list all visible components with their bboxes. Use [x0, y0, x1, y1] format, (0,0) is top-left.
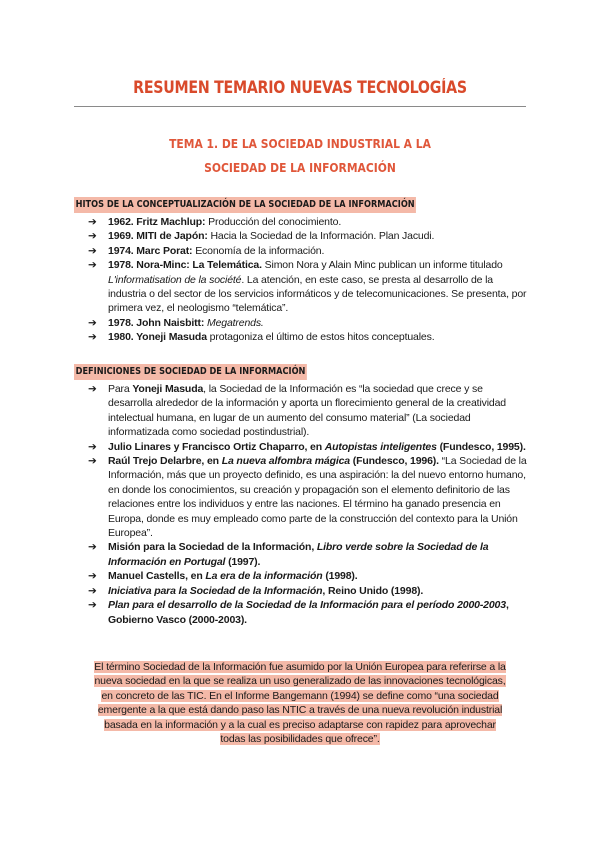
arrow-right-icon: ➔ [88, 541, 97, 554]
closing-line: en concreto de las TIC. En el Informe Bangemann (1994) se define como “una sociedad [101, 689, 499, 702]
list-item [88, 244, 528, 258]
arrow-right-icon: ➔ [88, 216, 97, 228]
item-lead: , Gobierno Vasco (2000-2003). [108, 599, 509, 626]
item-lead: (Fundesco, 1996). [349, 455, 439, 468]
item-text: . La atención, en este caso, se presta al desarrollo de la industria o del sector de los servicios informáticos y de telecomunicaciones. Se presenta, por primera vez, el neologismo “telemática”. [108, 273, 527, 315]
item-lead: 1980. Yoneji Masuda [108, 331, 207, 344]
item-text: , la Sociedad de la Información es “la sociedad que crece y se desarrolla alrededor de la información y aporta un florecimiento general de la creatividad intelectual humana, en lugar de un aumento del consumo material” (La sociedad informatizada como sociedad postindustrial). [108, 383, 506, 439]
item-text: Economía de la información. [192, 244, 325, 257]
arrow-right-icon: ➔ [88, 259, 97, 272]
item-title-italic: Autopistas inteligentes [324, 440, 437, 453]
item-lead: 1962. Fritz Machlup: [108, 216, 206, 228]
closing-line: nueva sociedad en la que se realiza un uso generalizado de las innovaciones tecnológicas, [94, 675, 506, 688]
item-lead: Julio Linares y Francisco Ortiz Chaparro, en [108, 440, 325, 453]
arrow-right-icon: ➔ [88, 570, 97, 583]
arrow-right-icon: ➔ [88, 599, 97, 612]
chapter-title-line-1: TEMA 1. DE LA SOCIEDAD INDUSTRIAL A LA [169, 136, 431, 151]
arrow-right-icon: ➔ [88, 316, 97, 329]
item-lead: , Reino Unido (1998). [322, 584, 424, 597]
arrow-right-icon: ➔ [88, 383, 97, 395]
section-heading-hitos: HITOS DE LA CONCEPTUALIZACIÓN DE LA SOCIEDAD DE LA INFORMACIÓN [74, 197, 416, 213]
item-text: protagoniza el último de estos hitos conceptuales. [206, 331, 435, 344]
list-item [88, 598, 528, 627]
item-lead: Raúl Trejo Delarbre, en [108, 455, 222, 468]
list-item [88, 382, 528, 440]
item-text: Hacia la Sociedad de la Información. Plan Jacudi. [207, 230, 435, 243]
hitos-list [88, 215, 528, 345]
list-item [88, 454, 528, 540]
document-title: RESUMEN TEMARIO NUEVAS TECNOLOGÍAS [133, 78, 467, 97]
list-item [88, 540, 528, 569]
list-item [88, 316, 528, 330]
item-title-italic: Plan para el desarrollo de la Sociedad de la Información para el período 2000-2003 [108, 599, 506, 612]
closing-paragraph [66, 660, 534, 746]
item-lead: 1969. MITI de Japón: [108, 230, 208, 243]
chapter-title-line-2: SOCIEDAD DE LA INFORMACIÓN [204, 160, 396, 175]
closing-line: basada en la información y a la cual es preciso adaptarse con rapidez para aprovechar [104, 718, 496, 731]
list-item [88, 584, 528, 598]
item-title-italic: L'informatisation de la société [108, 273, 242, 286]
item-text: Para [108, 383, 133, 395]
arrow-right-icon: ➔ [88, 230, 97, 243]
item-lead: Manuel Castells, en [108, 570, 206, 583]
item-lead: (1997). [225, 555, 261, 568]
item-title-italic: Libro verde sobre la Sociedad de la Información en Portugal [108, 541, 489, 568]
item-lead: 1978. Nora-Minc: La Telemática. [108, 259, 262, 272]
item-title-italic: La nueva alfombra mágica [221, 455, 350, 468]
section-heading-definiciones: DEFINICIONES DE SOCIEDAD DE LA INFORMACIÓN [74, 364, 307, 380]
item-text: Simon Nora y Alain Minc publican un informe titulado [261, 259, 503, 272]
item-title-italic: Iniciativa para la Sociedad de la Información [108, 584, 323, 597]
item-lead: 1978. John Naisbitt: [108, 316, 205, 329]
list-item [88, 569, 528, 583]
arrow-right-icon: ➔ [88, 455, 97, 468]
closing-line: El término Sociedad de la Información fue asumido por la Unión Europea para referirse a la [94, 661, 506, 673]
item-title-italic: La era de la información [205, 570, 323, 583]
item-text: Producción del conocimiento. [205, 216, 342, 228]
list-item [88, 440, 528, 454]
item-lead: (Fundesco, 1995). [436, 440, 526, 453]
list-item [88, 229, 528, 243]
arrow-right-icon: ➔ [88, 440, 97, 453]
item-text: “La Sociedad de la Información, más que un proyecto definido, es una aspiración: la del nuevo entorno humano, en donde los conocimientos, su creación y propagación son el elemento definitorio de las relaciones entre los individuos y entre las naciones. El término ha ganado presencia en Europa, donde es muy empleado como parte de la construcción del contexto para la Unión Europea”. [108, 455, 527, 540]
arrow-right-icon: ➔ [88, 244, 97, 257]
arrow-right-icon: ➔ [88, 331, 97, 344]
item-lead: Yoneji Masuda [132, 383, 204, 395]
definiciones-list [88, 382, 528, 627]
list-item [88, 330, 528, 344]
item-lead: (1998). [322, 570, 358, 583]
list-item [88, 258, 528, 316]
item-title-italic: Megatrends. [206, 316, 264, 329]
item-lead: 1974. Marc Porat: [108, 244, 193, 257]
closing-line: emergente a la que está dando paso las NTIC a través de una nueva revolución industrial [97, 704, 503, 717]
arrow-right-icon: ➔ [88, 584, 97, 597]
title-divider [74, 106, 526, 107]
item-lead: Misión para la Sociedad de la Información, [108, 541, 317, 554]
list-item [88, 215, 528, 229]
closing-line: todas las posibilidades que ofrece”. [220, 733, 380, 746]
